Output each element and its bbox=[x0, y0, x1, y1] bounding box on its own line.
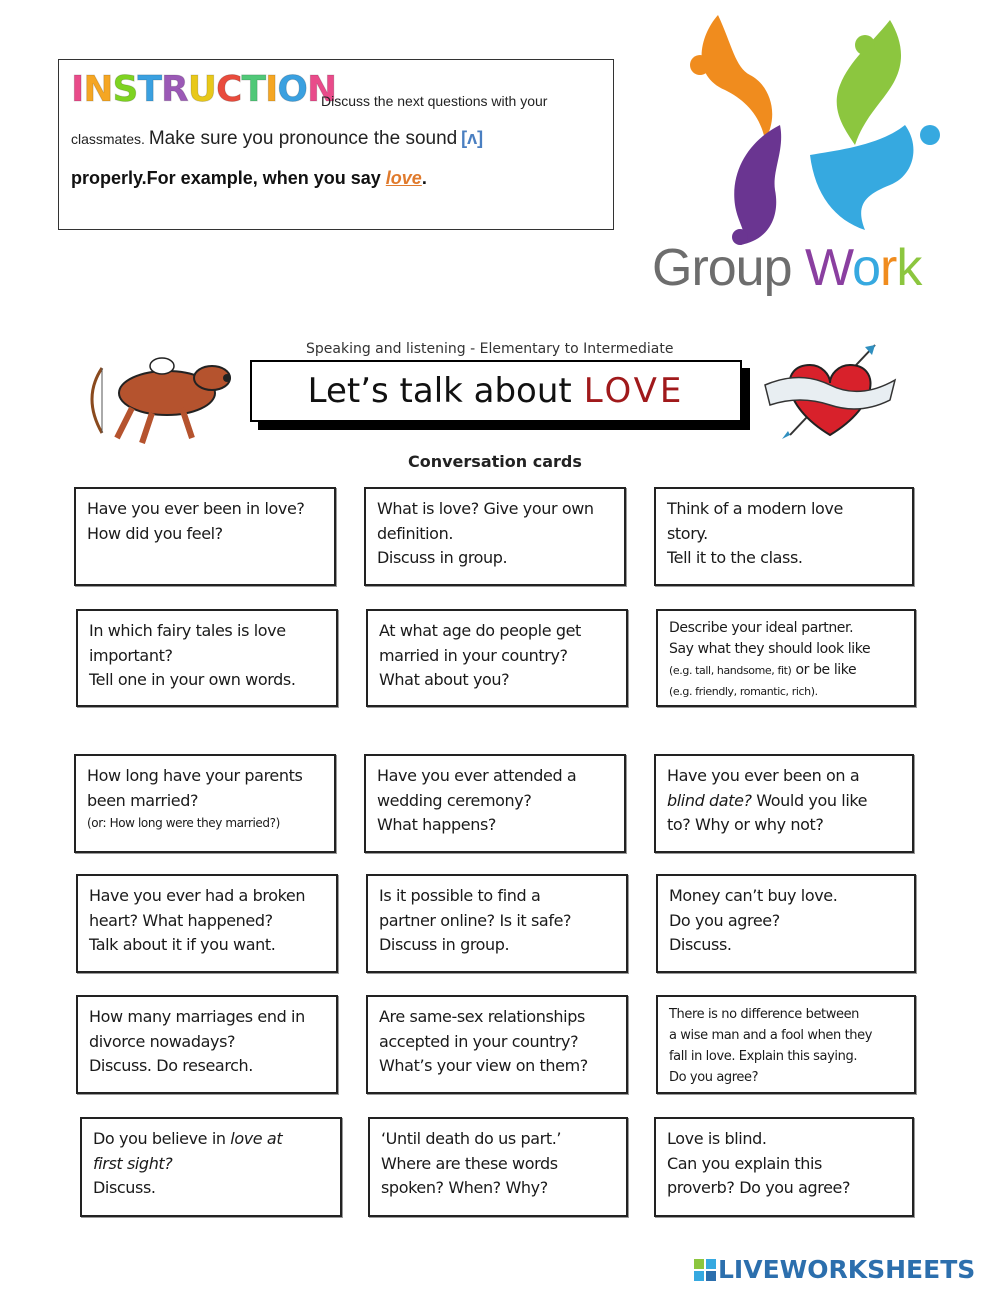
card-6-line: or be like bbox=[795, 662, 857, 678]
card-17-line: ‘Until death do us part.’ bbox=[381, 1129, 562, 1148]
worksheet-title bbox=[250, 360, 742, 422]
card-5 bbox=[366, 609, 628, 707]
card-8-line: wedding ceremony? bbox=[377, 790, 532, 810]
liveworksheets-logo[interactable] bbox=[694, 1255, 984, 1285]
group-work-text bbox=[652, 238, 921, 298]
card-6-line: (e.g. friendly, romantic, rich). bbox=[669, 685, 818, 698]
card-14-line: accepted in your country? bbox=[379, 1031, 579, 1051]
card-17-line: spoken? When? Why? bbox=[381, 1178, 548, 1197]
instruction-line-3 bbox=[71, 168, 427, 189]
card-5-line: married in your country? bbox=[379, 645, 568, 665]
card-13-line: How many marriages end in bbox=[89, 1007, 305, 1026]
card-3 bbox=[654, 487, 914, 586]
card-17-line: Where are these words bbox=[381, 1153, 558, 1173]
instruction-line-3-start: properly.For example, when you say bbox=[71, 168, 381, 188]
card-7-line: been married? bbox=[87, 790, 199, 810]
card-10-line: heart? What happened? bbox=[89, 910, 273, 930]
instruction-line-1: Discuss the next questions with your bbox=[321, 93, 548, 109]
blue-figure-icon bbox=[810, 125, 913, 230]
card-4-line: important? bbox=[89, 645, 173, 665]
card-14 bbox=[366, 995, 628, 1094]
card-2-line: definition. bbox=[377, 523, 453, 543]
cupid-dog-icon bbox=[72, 338, 232, 448]
work-letter-k: k bbox=[896, 239, 922, 297]
card-16-line: Do you believe in bbox=[93, 1129, 226, 1148]
card-4 bbox=[76, 609, 338, 707]
orange-head-icon bbox=[690, 55, 710, 75]
card-8-line: Have you ever attended a bbox=[377, 766, 577, 785]
card-15 bbox=[656, 995, 916, 1094]
card-7 bbox=[74, 754, 336, 853]
example-word: love bbox=[385, 168, 422, 188]
card-7-line: How long have your parents bbox=[87, 766, 303, 785]
liveworksheets-icon bbox=[694, 1259, 716, 1281]
instruction-line-2 bbox=[71, 128, 483, 150]
card-2 bbox=[364, 487, 626, 586]
card-12-line: Do you agree? bbox=[669, 910, 780, 930]
instruction-line-2-start: classmates. bbox=[71, 131, 145, 147]
work-letter-o: o bbox=[852, 239, 881, 297]
card-10-line: Talk about it if you want. bbox=[89, 935, 276, 954]
orange-figure-icon bbox=[702, 15, 773, 140]
card-16-line: love at bbox=[230, 1129, 283, 1148]
card-18-line: proverb? Do you agree? bbox=[667, 1178, 851, 1197]
instruction-line-2-big: Make sure you pronounce the sound bbox=[148, 128, 458, 149]
title-main: Let’s talk about bbox=[307, 371, 572, 411]
worksheet-subtitle: Speaking and listening - Elementary to Intermediate bbox=[306, 341, 674, 357]
card-1-line: Have you ever been in love? bbox=[87, 499, 305, 518]
title-love: LOVE bbox=[583, 371, 685, 411]
heart-arrow-icon bbox=[760, 335, 900, 445]
card-14-line: What’s your view on them? bbox=[379, 1056, 588, 1075]
conversation-cards-heading: Conversation cards bbox=[408, 452, 582, 471]
card-1 bbox=[74, 487, 336, 586]
group-word: Group bbox=[652, 239, 792, 297]
card-8 bbox=[364, 754, 626, 853]
card-2-line: Discuss in group. bbox=[377, 548, 508, 567]
card-12-line: Money can’t buy love. bbox=[669, 886, 838, 905]
card-12 bbox=[656, 874, 916, 973]
card-15-line: a wise man and a fool when they bbox=[669, 1028, 873, 1043]
blue-head-icon bbox=[920, 125, 940, 145]
card-13 bbox=[76, 995, 338, 1094]
card-9-line: to? Why or why not? bbox=[667, 815, 824, 834]
instruction-line-3-end: . bbox=[421, 168, 427, 188]
card-4-line: In which fairy tales is love bbox=[89, 621, 286, 640]
card-7-line: (or: How long were they married?) bbox=[87, 816, 280, 830]
card-11 bbox=[366, 874, 628, 973]
card-15-line: fall in love. Explain this saying. bbox=[669, 1049, 858, 1064]
card-16 bbox=[80, 1117, 342, 1217]
card-3-line: Tell it to the class. bbox=[667, 548, 803, 567]
card-5-line: At what age do people get bbox=[379, 621, 581, 640]
card-8-line: What happens? bbox=[377, 815, 496, 834]
card-9-line: Would you like bbox=[756, 790, 868, 810]
card-18-line: Love is blind. bbox=[667, 1129, 767, 1148]
card-16-line: first sight? bbox=[93, 1153, 173, 1173]
card-13-line: divorce nowadays? bbox=[89, 1031, 236, 1051]
purple-figure-icon bbox=[734, 125, 781, 245]
card-12-line: Discuss. bbox=[669, 935, 732, 954]
card-3-line: story. bbox=[667, 523, 708, 543]
work-letter-r: r bbox=[880, 239, 897, 297]
instruction-logo: INSTRUCTION bbox=[71, 69, 337, 110]
card-17 bbox=[368, 1117, 628, 1217]
card-13-line: Discuss. Do research. bbox=[89, 1056, 253, 1075]
card-15-line: There is no difference between bbox=[669, 1007, 860, 1022]
instruction-box bbox=[58, 59, 614, 230]
card-6-line: Describe your ideal partner. bbox=[669, 620, 854, 636]
work-letter-w: W bbox=[804, 239, 853, 297]
card-5-line: What about you? bbox=[379, 670, 510, 689]
card-6-line: (e.g. tall, handsome, fit) bbox=[669, 664, 792, 677]
card-9-line: blind date? bbox=[667, 790, 752, 810]
green-head-icon bbox=[855, 35, 875, 55]
card-11-line: Discuss in group. bbox=[379, 935, 510, 954]
card-3-line: Think of a modern love bbox=[667, 499, 843, 518]
card-18 bbox=[654, 1117, 914, 1217]
card-6-line: Say what they should look like bbox=[669, 641, 871, 657]
card-1-line: How did you feel? bbox=[87, 523, 223, 543]
card-18-line: Can you explain this bbox=[667, 1153, 822, 1173]
card-10-line: Have you ever had a broken bbox=[89, 886, 306, 905]
ipa-symbol: [ʌ] bbox=[461, 128, 484, 148]
card-9 bbox=[654, 754, 914, 853]
liveworksheets-brand: LIVEWORKSHEETS bbox=[718, 1255, 976, 1284]
card-2-line: What is love? Give your own bbox=[377, 499, 594, 518]
card-6 bbox=[656, 609, 916, 707]
card-4-line: Tell one in your own words. bbox=[89, 670, 296, 689]
card-16-line: Discuss. bbox=[93, 1178, 156, 1197]
card-14-line: Are same-sex relationships bbox=[379, 1007, 585, 1026]
card-11-line: partner online? Is it safe? bbox=[379, 910, 572, 930]
card-15-line: Do you agree? bbox=[669, 1070, 759, 1085]
card-11-line: Is it possible to find a bbox=[379, 886, 541, 905]
card-9-line: Have you ever been on a bbox=[667, 766, 860, 785]
card-10 bbox=[76, 874, 338, 973]
